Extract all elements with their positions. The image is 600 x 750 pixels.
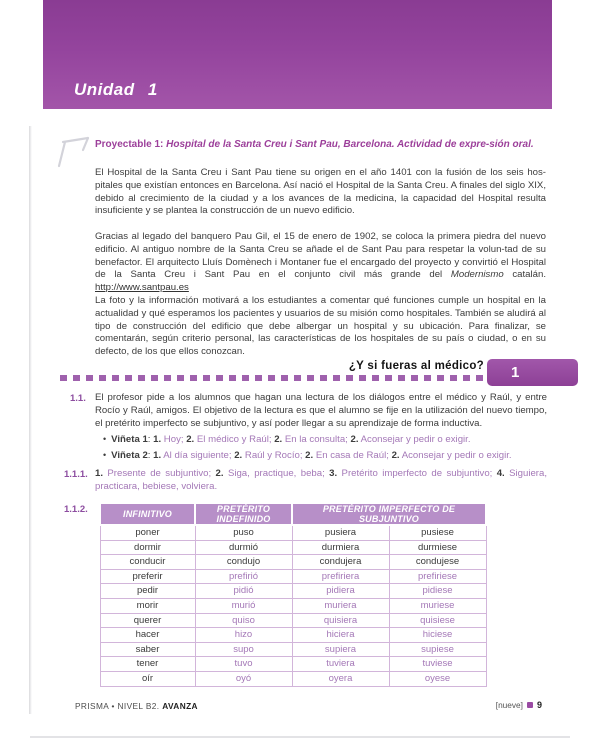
projection-screen-icon	[57, 135, 93, 176]
intro-paragraph-2	[95, 231, 546, 295]
text-run: 2.	[391, 450, 400, 461]
vineta-1-item	[103, 434, 549, 445]
table-cell: morir	[100, 598, 195, 613]
text-run: Viñeta 1	[111, 434, 148, 445]
table-cell: quisiera	[292, 613, 389, 628]
table-cell: tuviese	[389, 657, 486, 672]
bullet-icon: •	[103, 434, 107, 444]
table-cell: hacer	[100, 628, 195, 643]
footer-page-number: 9	[536, 700, 542, 710]
proyectable-heading	[95, 138, 547, 151]
table-row	[100, 584, 486, 599]
table-cell: prefirió	[195, 569, 292, 584]
table-row	[100, 569, 486, 584]
page-number-square-icon	[527, 702, 533, 708]
text-run: Gracias al legado del banquero Pau Gil, el 15 de enero de 1902, se coloca la primera piedra del nuevo edificio. Al antiguo nombre de la Santa Creu se añade el de Sant Pau para respetar la volun-tad de su benefactor. El arquitecto Lluís Domènech i Montaner fue el encargado del proyecto y convirtió el Hospital de la Santa Creu i Sant Pau en el conjunto civil más grande del	[95, 231, 546, 281]
table-row	[100, 598, 486, 613]
text-run: 2.	[234, 450, 243, 461]
text-run: 1.	[153, 450, 162, 461]
text-run: :	[147, 450, 154, 461]
table-cell: condujo	[195, 555, 292, 570]
table-cell: supiera	[292, 642, 389, 657]
table-row	[100, 525, 486, 540]
table-cell: tuvo	[195, 657, 292, 672]
table-cell: querer	[100, 613, 195, 628]
bullet-icon: •	[103, 450, 107, 460]
page-edge-shadow-left	[29, 126, 32, 714]
text-run: El médico y Raúl;	[194, 434, 275, 445]
text-run: 1.	[153, 434, 162, 445]
text-run: 2.	[350, 434, 359, 445]
table-row	[100, 628, 486, 643]
text-run: catalán.	[503, 269, 546, 281]
table-cell: supo	[195, 642, 292, 657]
table-cell: condujese	[389, 555, 486, 570]
text-run: Pretérito imperfecto de subjuntivo;	[337, 468, 497, 479]
table-cell: pidió	[195, 584, 292, 599]
table-cell: oyera	[292, 671, 389, 686]
text-run: 4.	[496, 468, 505, 479]
conjugation-table	[99, 502, 487, 687]
table-cell: oyese	[389, 671, 486, 686]
text-run: 2.	[305, 450, 314, 461]
page-edge-shadow-bottom	[30, 736, 570, 738]
table-cell: murió	[195, 598, 292, 613]
table-header-indefinido: PRETÉRITO INDEFINIDO	[195, 503, 292, 525]
text-run: Al día siguiente;	[161, 450, 235, 461]
footer-book-title	[75, 701, 198, 711]
table-cell: muriese	[389, 598, 486, 613]
section-number: 1	[511, 364, 520, 381]
table-cell: poner	[100, 525, 195, 540]
table-header-row	[100, 503, 486, 525]
table-row	[100, 642, 486, 657]
text-run: PRISMA • NIVEL B2.	[75, 701, 163, 711]
table-header-infinitivo: INFINITIVO	[100, 503, 195, 525]
text-run: Hoy;	[161, 434, 187, 445]
table-cell: hiciese	[389, 628, 486, 643]
table-cell: pedir	[100, 584, 195, 599]
item-number-1-1-1: 1.1.1.	[64, 469, 88, 480]
section-dashed-line	[60, 375, 485, 381]
text-run: Raúl y Rocío;	[242, 450, 306, 461]
table-cell: preferir	[100, 569, 195, 584]
table-cell: pidiera	[292, 584, 389, 599]
table-header-imperfecto-subjuntivo: PRETÉRITO IMPERFECTO DE SUBJUNTIVO	[292, 503, 486, 525]
text-run: 3.	[329, 468, 338, 479]
santpau-link[interactable]: http://www.santpau.es	[95, 282, 189, 294]
text-run: 1.	[95, 468, 104, 479]
text-run: :	[147, 434, 154, 445]
unit-banner	[43, 0, 552, 109]
table-cell: pusiese	[389, 525, 486, 540]
vineta-1-text	[111, 434, 470, 445]
section-title: ¿Y si fueras al médico?	[348, 360, 484, 372]
table-row	[100, 657, 486, 672]
section-number-badge	[487, 359, 578, 386]
table-cell: prefiriese	[389, 569, 486, 584]
footer-page-indicator	[496, 700, 542, 710]
table-cell: saber	[100, 642, 195, 657]
text-run: Presente de subjuntivo;	[103, 468, 216, 479]
item-number-1-1-2: 1.1.2.	[64, 504, 88, 515]
table-cell: quisiese	[389, 613, 486, 628]
table-cell: quiso	[195, 613, 292, 628]
table-cell: durmió	[195, 540, 292, 555]
table-cell: condujera	[292, 555, 389, 570]
text-run: Aconsejar y pedir o exigir.	[399, 450, 512, 461]
text-run: 2.	[186, 434, 195, 445]
table-cell: pidiese	[389, 584, 486, 599]
table-cell: tuviera	[292, 657, 389, 672]
text-run: Siga, practique, beba;	[223, 468, 330, 479]
text-run: Modernismo	[450, 269, 504, 281]
text-run: 2.	[274, 434, 283, 445]
text-run: 2.	[215, 468, 224, 479]
text-run: Viñeta 2	[111, 450, 148, 461]
item-text-1-1-1	[95, 468, 547, 494]
table-cell: oír	[100, 671, 195, 686]
item-text-1-1: El profesor pide a los alumnos que hagan una lectura de los diálogos entre el médico y Raúl, y entre Rocío y Raúl, amigos. El objetivo de la lectura es que el alumno se fije en la utilización del nuevo tiempo, el pretérito imperfecto se subjuntivo, y así poder llegar a su aprendizaje de forma inductiva.	[95, 392, 547, 429]
proyectable-title: Hospital de la Santa Creu i Sant Pau, Barcelona. Actividad de expre-sión oral.	[166, 139, 534, 150]
unit-title: Unidad 1	[74, 80, 158, 99]
table-cell: muriera	[292, 598, 389, 613]
table-cell: conducir	[100, 555, 195, 570]
table-cell: tener	[100, 657, 195, 672]
intro-paragraph-3: La foto y la información motivará a los estudiantes a comentar qué funciones cumple un hospital en la actualidad y qué esperamos los pacientes y usuarios de su misión como hospitales. También se aludirá al tipo de construcción del edificio que debe albergar un hospital y su ubicación. Para finalizar, se comentarán, según criterio personal, las características de los hospitales de su país o ciudad, o en su defecto, de los que ellos conozcan.	[95, 295, 546, 358]
item-number-1-1: 1.1.	[70, 393, 86, 404]
text-run: En casa de Raúl;	[313, 450, 392, 461]
text-run: Aconsejar y pedir o exigir.	[358, 434, 471, 445]
table-cell: hiciera	[292, 628, 389, 643]
table-cell: durmiese	[389, 540, 486, 555]
table-cell: prefiriera	[292, 569, 389, 584]
vineta-2-item	[103, 450, 549, 461]
table-row	[100, 671, 486, 686]
table-cell: durmiera	[292, 540, 389, 555]
table-cell: puso	[195, 525, 292, 540]
table-cell: supiese	[389, 642, 486, 657]
text-run: AVANZA	[162, 701, 198, 711]
text-run: En la consulta;	[282, 434, 351, 445]
table-cell: hizo	[195, 628, 292, 643]
table-cell: oyó	[195, 671, 292, 686]
table-row	[100, 555, 486, 570]
table-cell: dormir	[100, 540, 195, 555]
table-row	[100, 613, 486, 628]
proyectable-label: Proyectable 1:	[95, 139, 167, 150]
table-cell: pusiera	[292, 525, 389, 540]
vineta-2-text	[111, 450, 511, 461]
text-run: Siguiera, practicara, bebiese, volviera.	[95, 468, 547, 492]
table-row	[100, 540, 486, 555]
intro-paragraph-1: El Hospital de la Santa Creu i Sant Pau tiene su origen en el año 1401 con la fusión de los seis hos-pitales que existían entonces en Barcelona. Así nació el Hospital de la Santa Creu. A finales del siglo XIX, debido al crecimiento de la ciudad y a los avances de la medicina, la capacidad del Hospital resulta insuficiente y se plantea la construcción de un nuevo edificio.	[95, 167, 546, 217]
footer-page-word: [nueve]	[495, 700, 523, 710]
